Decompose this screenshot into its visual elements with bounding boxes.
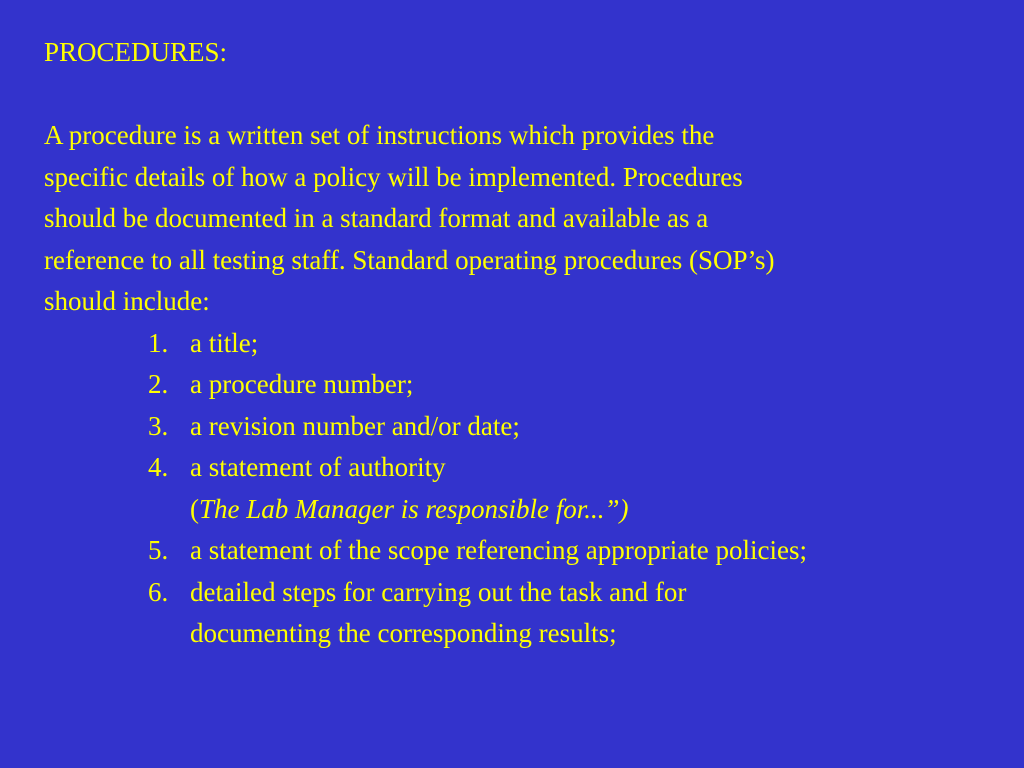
list-item-text: a procedure number; <box>190 369 414 399</box>
paragraph-line: A procedure is a written set of instructions which provides the <box>44 120 715 150</box>
list-item <box>44 447 1004 489</box>
list-item-text: detailed steps for carrying out the task and for <box>190 576 687 607</box>
note-open-paren: ( <box>190 493 199 524</box>
list-item-number: 4. <box>148 452 169 482</box>
list-item-text-continued: documenting the corresponding results; <box>190 618 617 648</box>
list-item-text: a revision number and/or date; <box>190 410 520 441</box>
list-item <box>44 406 1004 448</box>
spacer <box>44 74 1004 116</box>
slide-content <box>44 32 1004 655</box>
slide-title: PROCEDURES: <box>44 37 228 67</box>
note-text: The Lab Manager is responsible for...”) <box>199 493 629 524</box>
list-item-number: 5. <box>148 535 169 565</box>
intro-paragraph <box>44 115 1004 323</box>
list-item-text: a statement of the scope referencing appropriate policies; <box>190 535 807 565</box>
paragraph-line: specific details of how a policy will be implemented. Procedures <box>44 161 743 192</box>
paragraph-line: should include: <box>44 286 210 316</box>
paragraph-line: reference to all testing staff. Standard operating procedures (SOP’s) <box>44 244 775 275</box>
authority-example-note <box>44 489 1004 531</box>
list-item-number: 6. <box>148 576 169 607</box>
list-item <box>44 323 1004 365</box>
list-item-number: 1. <box>148 327 169 358</box>
list-item-number: 3. <box>148 410 169 441</box>
sop-requirements-list <box>44 323 1004 655</box>
list-item <box>44 530 1004 572</box>
list-item-number: 2. <box>148 369 169 399</box>
list-item-text: a statement of authority <box>190 452 446 482</box>
list-item <box>44 572 1004 655</box>
list-item <box>44 364 1004 406</box>
list-item-text: a title; <box>190 327 259 358</box>
paragraph-line: should be documented in a standard format and available as a <box>44 203 709 233</box>
